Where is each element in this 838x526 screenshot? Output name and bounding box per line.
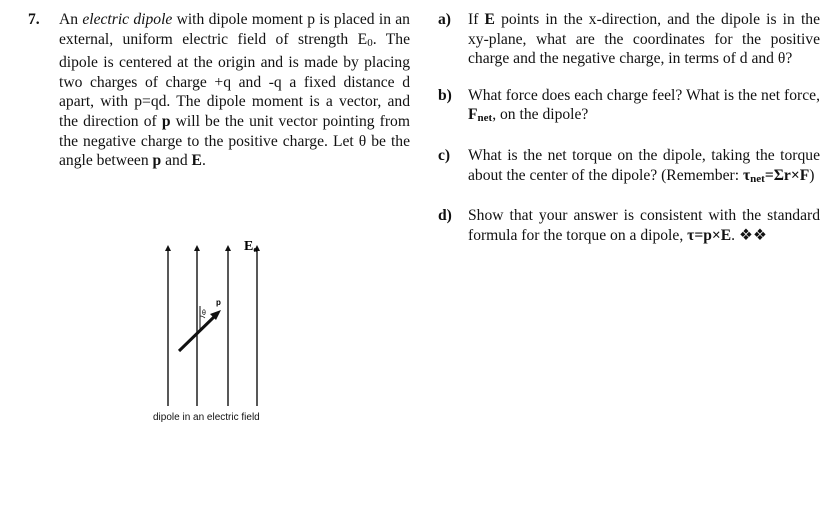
problem-text-6: . [201, 152, 206, 170]
part-d-text-2: . ❖❖ [731, 226, 767, 244]
field-lines [168, 250, 257, 406]
part-b-subscript-net: net [477, 112, 493, 125]
figure-caption: dipole in an electric field [153, 412, 260, 423]
part-b-text-2: , on the dipole? [492, 106, 589, 124]
part-d-label: d) [438, 207, 452, 225]
problem-statement [59, 10, 410, 171]
p-label: p [216, 298, 221, 307]
problem-column [28, 10, 410, 171]
problem-term-electric-dipole: electric dipole [82, 11, 173, 28]
part-b-vector-f: F [468, 106, 478, 124]
part-a-label: a) [438, 11, 451, 28]
part-c-subscript-net: net [750, 172, 765, 185]
part-b-text [468, 86, 820, 129]
field-label: Eo [244, 239, 258, 254]
part-b-text-1: What force does each charge feel? What is the net force, [468, 86, 820, 104]
part-b [438, 86, 820, 129]
theta-label: θ [202, 310, 206, 317]
part-c-text-3: ) [809, 166, 815, 184]
part-a-text-2: points in the x-direction, and the dipole is in the xy-plane, what are the coordinates for the positive charge and the negative charge, in terms of d and θ? [468, 11, 820, 68]
problem-text-2: with dipole moment p is placed in an external, uniform electric field of strength E [59, 11, 410, 48]
part-c-label: c) [438, 146, 451, 164]
part-c-text [468, 146, 820, 189]
part-a [438, 10, 820, 69]
vector-e: E [191, 152, 202, 170]
problem-text-3: . The dipole is centered at the origin and is made by placing two charges of charge +q and -q a fixed distance d apart, with p=qd. The dipole moment is a vector, and the direction of [59, 30, 410, 130]
part-a-text-1: If [468, 11, 485, 28]
part-c-text-1: What is the net torque on the dipole, taking the torque about the center of the dipole? (Remember: [468, 146, 820, 184]
part-d [438, 206, 820, 245]
vector-p-2: p [152, 152, 162, 170]
part-a-vector-e: E [484, 11, 495, 28]
part-d-text [468, 206, 820, 245]
problem-text-5: and [161, 152, 192, 170]
field-strength-subscript: 0 [367, 36, 373, 49]
part-c [438, 146, 820, 189]
part-d-formula: τ=p×E [687, 226, 732, 244]
parts-column [438, 10, 820, 262]
dipole-field-figure [140, 228, 290, 428]
vector-p-1: p [161, 112, 171, 130]
part-d-text-1: Show that your answer is consistent with the standard formula for the torque on a dipole, [468, 207, 820, 244]
problem-number: 7. [28, 11, 40, 28]
part-c-tau: τ [742, 166, 751, 184]
problem-text-4: will be the unit vector pointing from the negative charge to the positive charge. Let θ be the angle between [59, 112, 410, 170]
problem-text-1: An [59, 11, 83, 28]
part-a-text [468, 10, 820, 69]
part-b-label: b) [438, 86, 452, 104]
part-c-formula: =Σr×F [764, 166, 810, 184]
